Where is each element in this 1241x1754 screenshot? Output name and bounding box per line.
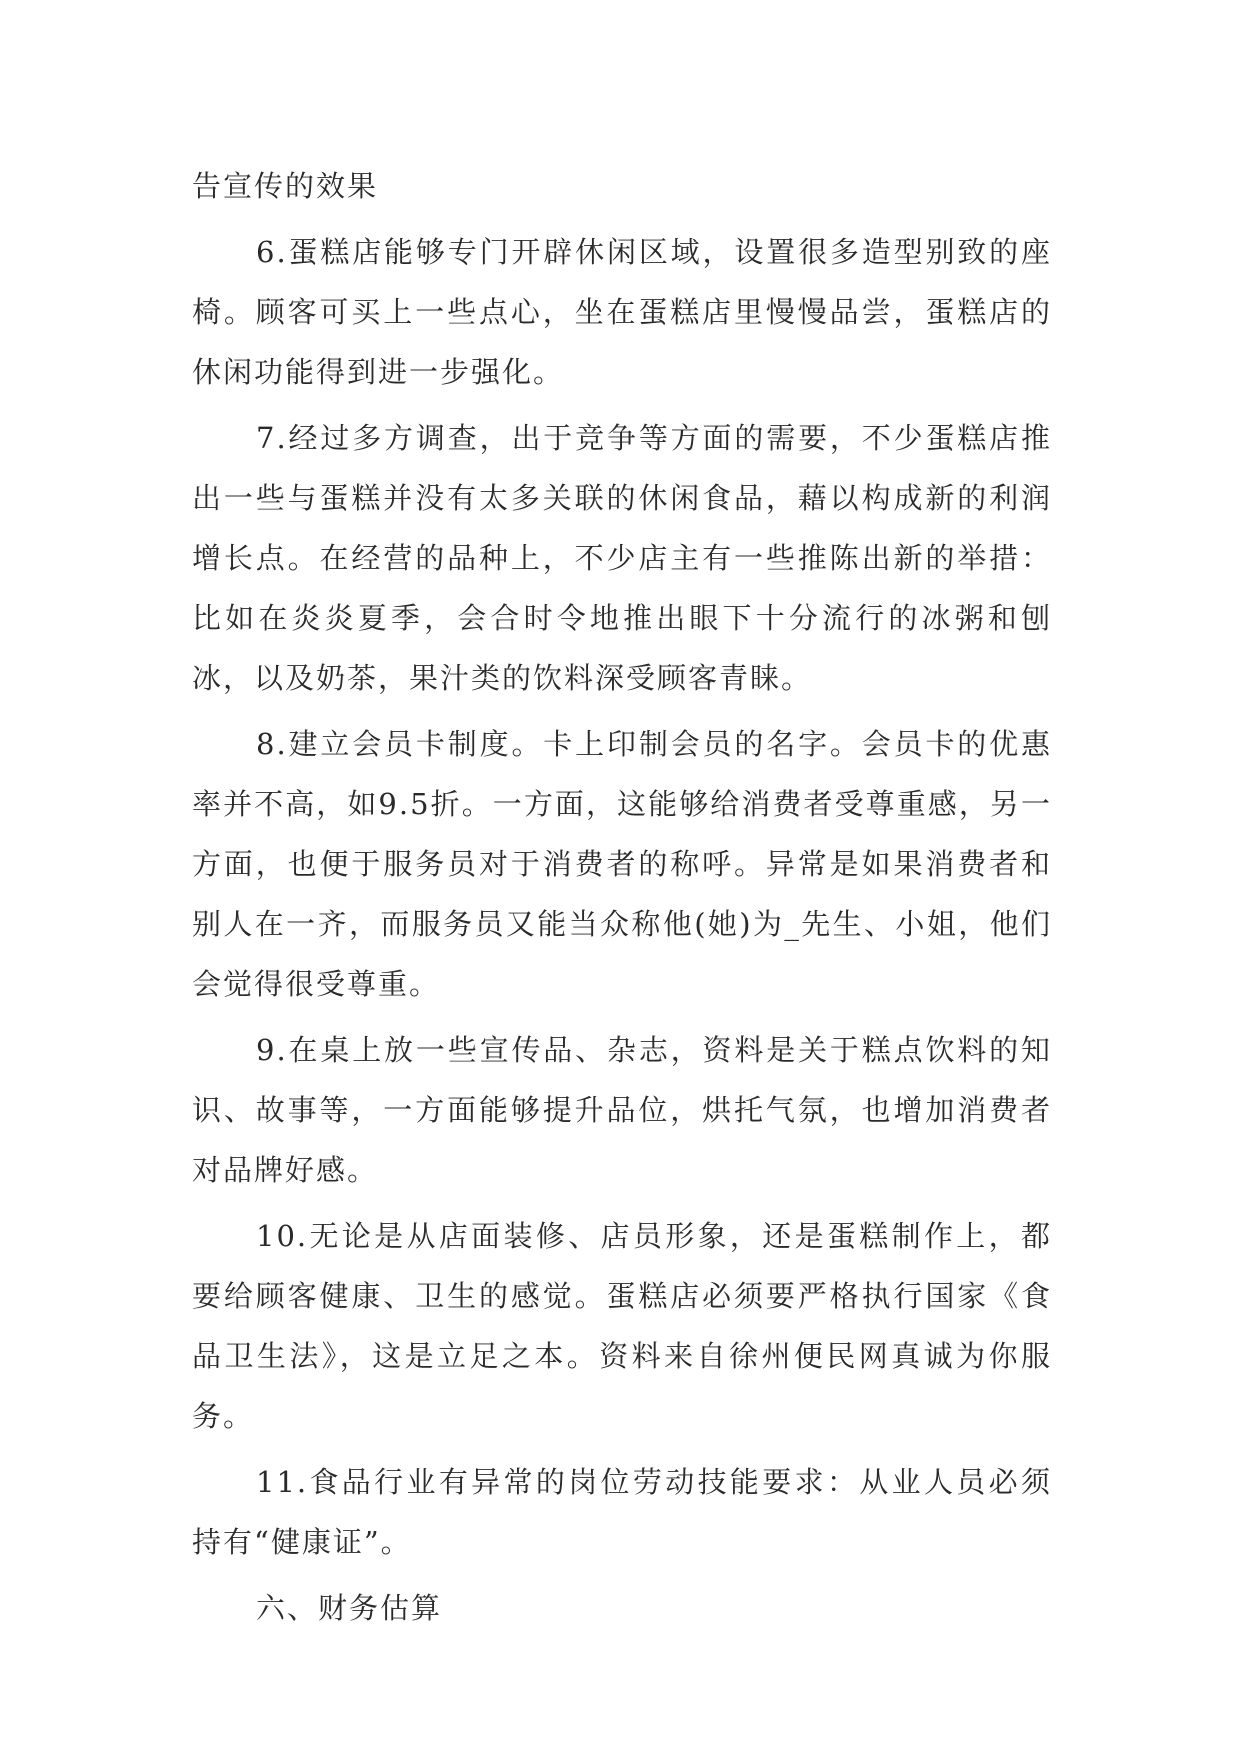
paragraph-item-7: 7.经过多方调查，出于竞争等方面的需要，不少蛋糕店推出一些与蛋糕并没有太多关联的休闲食品，藉以构成新的利润增长点。在经营的品种上，不少店主有一些推陈出新的举措：比如在炎炎夏季，会合时令地推出眼下十分流行的冰粥和刨冰，以及奶茶，果汁类的饮料深受顾客青睐。	[192, 421, 1052, 695]
paragraph-item-6: 6.蛋糕店能够专门开辟休闲区域，设置很多造型别致的座椅。顾客可买上一些点心，坐在蛋糕店里慢慢品尝，蛋糕店的休闲功能得到进一步强化。	[192, 235, 1052, 389]
paragraph-continuation: 告宣传的效果	[192, 169, 379, 203]
paragraph-item-9: 9.在桌上放一些宣传品、杂志，资料是关于糕点饮料的知识、故事等，一方面能够提升品位，烘托气氛，也增加消费者对品牌好感。	[192, 1033, 1052, 1187]
paragraph-item-11: 11.食品行业有异常的岗位劳动技能要求：从业人员必须持有“健康证”。	[192, 1465, 1052, 1559]
paragraph-item-10: 10.无论是从店面装修、店员形象，还是蛋糕制作上，都要给顾客健康、卫生的感觉。蛋糕店必须要严格执行国家《食品卫生法》，这是立足之本。资料来自徐州便民网真诚为你服务。	[192, 1219, 1052, 1433]
paragraph-item-8: 8.建立会员卡制度。卡上印制会员的名字。会员卡的优惠率并不高，如9.5折。一方面，这能够给消费者受尊重感，另一方面，也便于服务员对于消费者的称呼。异常是如果消费者和别人在一齐，而服务员又能当众称他(她)为_先生、小姐，他们会觉得很受尊重。	[192, 727, 1052, 1001]
section-heading: 六、财务估算	[256, 1591, 443, 1625]
document-body	[192, 156, 1052, 1638]
